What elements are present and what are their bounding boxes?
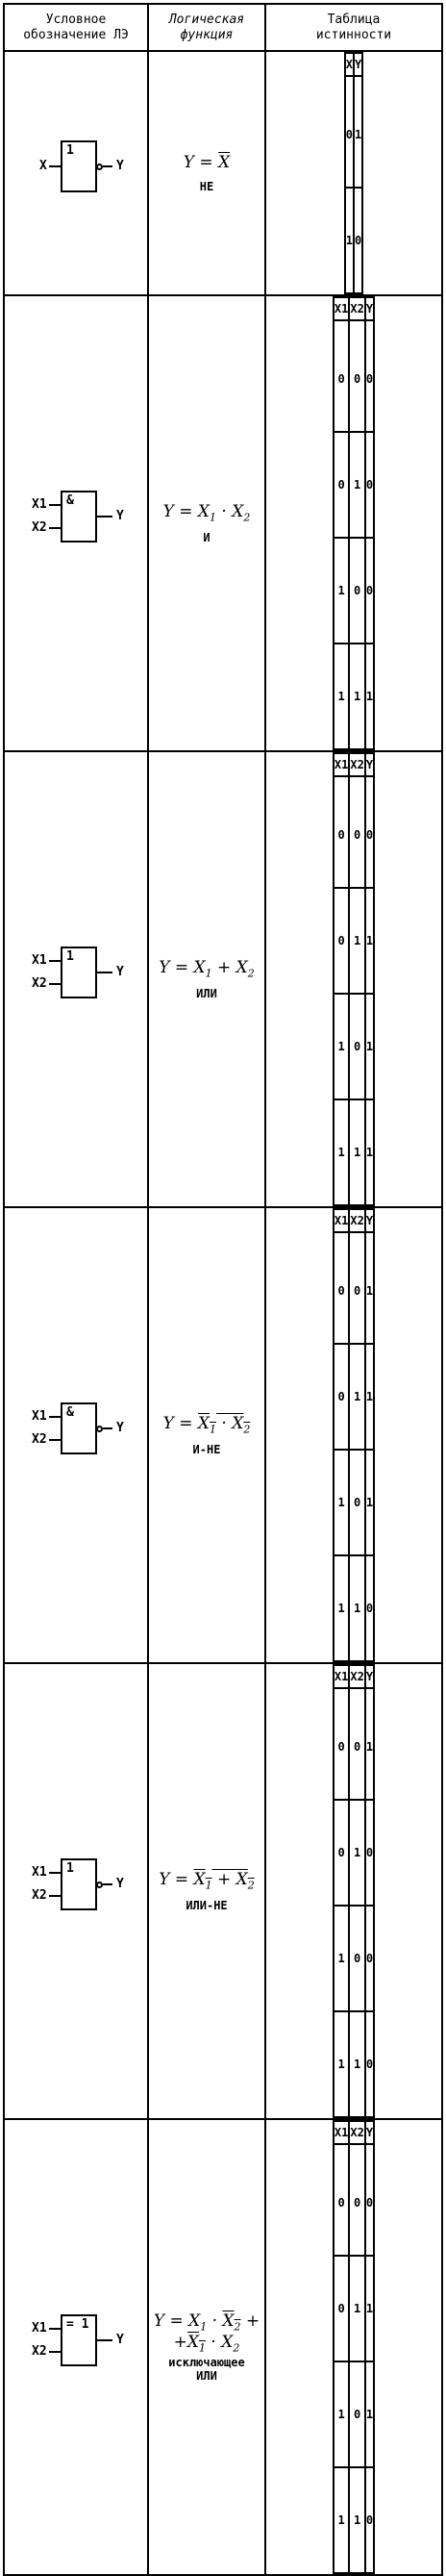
truth-value: 1 [365,1450,374,1555]
truth-row [334,888,374,994]
truth-column-header: X1 [334,297,349,320]
function-name: И [203,531,211,545]
truth-value: 1 [365,1099,374,1205]
gate-symbol-cell [4,1663,148,2119]
input-pin [49,1416,61,1418]
truth-table [333,2120,375,2574]
truth-row [345,76,362,188]
truth-column-header: X1 [334,1209,349,1232]
truth-value: 0 [365,538,374,644]
truth-value: 0 [365,1906,374,2011]
truth-header-row [334,2121,374,2144]
truth-row [334,1555,374,1661]
input-pin [49,527,61,529]
input-label: X2 [32,976,47,991]
gate-row [4,1207,442,1663]
truth-value: 0 [365,2467,374,2573]
truth-table-cell [265,51,442,295]
truth-value: 0 [334,1688,349,1800]
truth-value: 1 [349,432,364,538]
inversion-bubble [96,1426,103,1432]
input-pin [49,1439,61,1441]
gate-box [61,491,97,543]
truth-value: 1 [365,2361,374,2467]
truth-value: 0 [349,776,364,888]
function-cell [148,1663,265,2119]
truth-header-row [345,53,362,76]
truth-value: 0 [354,188,362,293]
input-pin [49,2351,61,2353]
truth-column-header: Y [354,53,362,76]
truth-value: 0 [349,320,364,432]
output-label: Y [116,1877,124,1891]
truth-value: 1 [334,1555,349,1661]
gate-row [4,51,442,295]
truth-value: 1 [334,994,349,1099]
output-pin [97,972,112,973]
truth-value: 1 [365,2256,374,2361]
truth-row [334,1450,374,1555]
truth-header-row [334,1209,374,1232]
truth-value: 0 [349,2361,364,2467]
gate-label: 1 [66,1861,74,1876]
header-symbol: Условное обозначение ЛЭ [4,4,148,51]
truth-row [334,2011,374,2117]
output-label: Y [116,159,124,173]
gate-symbol [5,2295,149,2399]
inversion-bubble [96,1881,103,1888]
truth-column-header: X2 [349,753,364,776]
truth-value: 1 [349,888,364,994]
truth-column-header: Y [365,1209,374,1232]
function-cell [148,751,265,1207]
gate-symbol-cell [4,2119,148,2575]
truth-column-header: X1 [334,1665,349,1688]
gate-label: 1 [66,143,74,158]
truth-value: 0 [365,2011,374,2117]
input-label: X1 [32,497,47,512]
truth-column-header: X2 [349,1665,364,1688]
input-label: X [39,159,47,173]
truth-value: 1 [365,888,374,994]
truth-value: 1 [345,188,354,293]
function-cell [148,295,265,751]
function-name: НЕ [199,180,214,193]
truth-value: 0 [349,1232,364,1344]
truth-row [334,1800,374,1906]
truth-value: 0 [334,888,349,994]
truth-column-header: Y [365,297,374,320]
output-pin [103,165,112,167]
truth-row [334,776,374,888]
truth-value: 1 [349,2256,364,2361]
truth-row [334,2144,374,2256]
input-pin [49,2328,61,2330]
input-pin [49,504,61,506]
truth-column-header: Y [365,1665,374,1688]
input-label: X2 [32,1888,47,1903]
input-label: X2 [32,520,47,535]
input-pin [49,960,61,962]
output-pin [103,1883,112,1885]
header-row [4,4,442,51]
truth-value: 1 [365,1344,374,1450]
gate-symbol-cell [4,1207,148,1663]
truth-header-row [334,1665,374,1688]
logic-elements-table [3,3,443,2576]
gate-symbol-cell [4,751,148,1207]
truth-column-header: X [345,53,354,76]
input-pin [49,165,61,167]
truth-value: 1 [334,1450,349,1555]
truth-header-row [334,753,374,776]
gate-row [4,751,442,1207]
gate-symbol [5,1383,149,1487]
gate-box [61,1402,97,1454]
function-cell [148,51,265,295]
input-label: X1 [32,2321,47,2336]
truth-value: 1 [349,1099,364,1205]
truth-value: 0 [334,2144,349,2256]
gate-row [4,1663,442,2119]
truth-table-cell [265,1663,442,2119]
truth-value: 0 [365,1800,374,1906]
truth-column-header: X1 [334,2121,349,2144]
truth-value: 1 [334,1099,349,1205]
truth-value: 1 [334,2011,349,2117]
gate-box [61,140,97,192]
input-label: X2 [32,2344,47,2359]
inversion-bubble [96,164,103,170]
truth-row [334,320,374,432]
input-label: X2 [32,1432,47,1447]
truth-column-header: X2 [349,2121,364,2144]
truth-row [334,994,374,1099]
input-label: X1 [32,953,47,968]
truth-value: 0 [349,1450,364,1555]
truth-column-header: Y [365,2121,374,2144]
truth-row [334,1906,374,2011]
truth-row [334,1232,374,1344]
gate-label: = 1 [66,2317,89,2332]
truth-table-cell [265,751,442,1207]
function-name: исключающее ИЛИ [168,2356,245,2384]
truth-table [333,296,375,750]
function-formula: $Y = X_1 + X_2$ [159,957,255,980]
truth-value: 1 [349,1344,364,1450]
gate-row [4,295,442,751]
truth-table-cell [265,2119,442,2575]
output-label: Y [116,965,124,979]
truth-row [334,644,374,749]
truth-table [333,752,375,1206]
truth-value: 1 [334,538,349,644]
output-label: Y [116,1421,124,1435]
truth-table [344,52,363,294]
output-pin [97,516,112,518]
gate-box [61,2314,97,2366]
gate-symbol [5,927,149,1031]
truth-value: 1 [349,1800,364,1906]
input-pin [49,983,61,985]
truth-row [334,1344,374,1450]
gate-symbol-cell [4,51,148,295]
truth-value: 0 [334,1800,349,1906]
truth-row [334,538,374,644]
header-function: Логическая функция [148,4,265,51]
function-formula: $Y = \overline{X}$ [183,153,231,172]
truth-value: 0 [365,1555,374,1661]
truth-header-row [334,297,374,320]
truth-row [334,2256,374,2361]
truth-value: 0 [349,538,364,644]
truth-value: 1 [349,644,364,749]
function-name: ИЛИ [196,987,217,1001]
truth-table [333,1208,375,1662]
truth-value: 1 [349,1555,364,1661]
truth-value: 0 [349,994,364,1099]
truth-value: 0 [334,432,349,538]
truth-column-header: X2 [349,297,364,320]
function-formula: $Y = X_1 \cdot X_2$ + $+X_1 \cdot X_2$ [153,2311,260,2355]
truth-row [334,2467,374,2573]
output-pin [97,2339,112,2341]
truth-row [345,188,362,293]
truth-row [334,432,374,538]
truth-row [334,1688,374,1800]
input-pin [49,1872,61,1874]
function-cell [148,1207,265,1663]
truth-value: 1 [349,2467,364,2573]
input-pin [49,1895,61,1897]
function-cell [148,2119,265,2575]
function-name: И-НЕ [192,1443,221,1457]
gate-label: & [66,1405,74,1420]
input-label: X1 [32,1865,47,1880]
output-pin [103,1427,112,1429]
function-formula: $Y = X_1 \cdot X_2$ [162,1413,251,1436]
truth-column-header: X2 [349,1209,364,1232]
truth-value: 0 [334,320,349,432]
truth-value: 1 [349,2011,364,2117]
gate-symbol [5,121,149,225]
truth-value: 0 [365,2144,374,2256]
truth-value: 0 [365,320,374,432]
gate-box [61,947,97,998]
header-truth-table: Таблица истинности [265,4,442,51]
function-name: ИЛИ-НЕ [186,1899,228,1913]
truth-row [334,1099,374,1205]
function-formula: $Y = X_1 \cdot X_2$ [162,501,251,524]
truth-value: 1 [334,2361,349,2467]
truth-value: 1 [334,644,349,749]
truth-column-header: Y [365,753,374,776]
truth-column-header: X1 [334,753,349,776]
truth-table [333,1664,375,2118]
truth-value: 0 [349,1906,364,2011]
truth-value: 0 [334,2256,349,2361]
truth-value: 1 [365,994,374,1099]
truth-value: 0 [345,76,354,188]
gate-row [4,2119,442,2575]
output-label: Y [116,509,124,523]
truth-table-cell [265,1207,442,1663]
truth-value: 0 [334,1344,349,1450]
gate-symbol [5,471,149,575]
output-label: Y [116,2333,124,2347]
truth-value: 1 [365,1688,374,1800]
truth-value: 1 [334,2467,349,2573]
truth-value: 1 [365,1232,374,1344]
function-formula: $Y = X_1 + X_2$ [159,1869,255,1892]
gate-box [61,1858,97,1910]
gate-symbol-cell [4,295,148,751]
truth-value: 0 [349,1688,364,1800]
truth-value: 0 [334,776,349,888]
gate-symbol [5,1839,149,1943]
gate-label: 1 [66,949,74,964]
truth-value: 0 [365,432,374,538]
truth-value: 0 [334,1232,349,1344]
truth-table-cell [265,295,442,751]
truth-value: 1 [365,644,374,749]
truth-row [334,2361,374,2467]
truth-value: 1 [334,1906,349,2011]
gate-label: & [66,493,74,508]
truth-value: 0 [365,776,374,888]
input-label: X1 [32,1409,47,1424]
truth-value: 1 [354,76,362,188]
truth-value: 0 [349,2144,364,2256]
